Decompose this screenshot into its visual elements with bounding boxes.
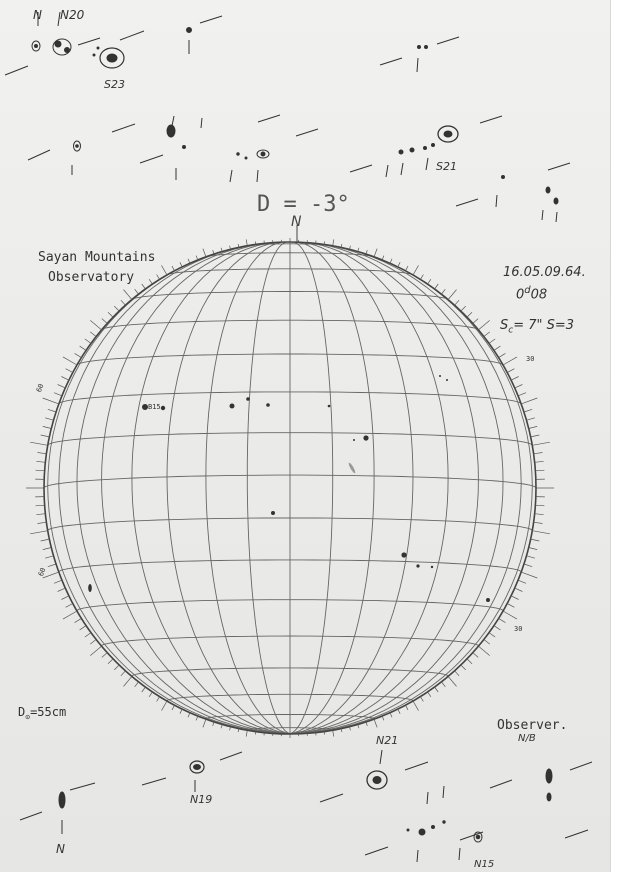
limb-tick [41, 435, 50, 437]
limb-tick [382, 716, 384, 720]
limb-tick [435, 687, 439, 692]
limb-tick [398, 262, 400, 267]
limb-tick [66, 604, 73, 608]
limb-tick [467, 659, 472, 664]
limb-tick [157, 275, 160, 280]
limb-tick [63, 357, 77, 365]
limb-tick [203, 719, 206, 727]
limb-tick [43, 398, 59, 404]
sunspot-small-center [271, 511, 275, 515]
limb-tick [114, 306, 119, 311]
observer-label: Observer. [497, 718, 568, 733]
top-detail-sketches [5, 12, 570, 222]
limb-tick [36, 470, 45, 471]
limb-tick [196, 716, 198, 720]
limb-tick [511, 596, 518, 600]
limb-tick [149, 692, 152, 697]
limb-tick [38, 522, 47, 523]
limb-tick [406, 266, 409, 271]
limb-tick [90, 332, 96, 337]
limb-tick [455, 300, 460, 305]
limb-tick [448, 290, 456, 300]
limb-tick [114, 665, 119, 670]
sunspot-group-south-east [401, 552, 490, 602]
limb-tick [489, 339, 495, 344]
declination-label: D = -3° [257, 192, 350, 217]
limb-tick [36, 505, 45, 506]
limb-tick [58, 588, 66, 591]
limb-tick [473, 319, 478, 324]
limb-tick [529, 426, 538, 428]
limb-tick [503, 357, 517, 365]
meridian-line [290, 242, 333, 733]
limb-tick [324, 241, 325, 244]
limb-tick [494, 346, 501, 350]
limb-tick [102, 653, 107, 658]
lat-label-s30: 30 [514, 625, 523, 633]
limb-tick [467, 312, 472, 317]
limb-tick [535, 470, 544, 471]
meridian-line [167, 243, 290, 734]
limb-tick [61, 596, 69, 600]
limb-tick [30, 531, 48, 534]
limb-tick [90, 320, 101, 330]
label-b15: B15 [148, 403, 161, 411]
limb-tick [524, 409, 532, 412]
limb-tick [30, 442, 48, 445]
limb-tick [172, 266, 175, 271]
limb-tick [489, 633, 495, 638]
observation-time [516, 285, 547, 302]
limb-tick [484, 640, 490, 645]
limb-tick [135, 289, 139, 294]
label-n21: N21 [376, 734, 399, 747]
limb-tick [521, 572, 537, 578]
limb-tick [188, 259, 190, 264]
limb-tick [535, 514, 544, 515]
limb-tick [180, 709, 182, 714]
lat-label-s60: 60 [37, 566, 48, 578]
limb-tick [531, 539, 540, 541]
limb-tick [61, 377, 69, 381]
limb-tick [142, 284, 146, 289]
limb-tick [532, 442, 550, 445]
limb-tick [461, 306, 466, 311]
limb-tick [428, 692, 431, 697]
limb-tick [43, 548, 52, 550]
time-sup: d [524, 285, 531, 296]
limb-tick [529, 548, 538, 550]
limb-tick [503, 611, 517, 619]
meridian-line [59, 245, 290, 734]
limb-tick [63, 611, 77, 619]
disk-diameter-label [18, 705, 66, 721]
limb-tick [196, 256, 198, 260]
observation-date: 16.05.09.64. [503, 265, 586, 280]
lat-label-n30: 30 [526, 355, 535, 363]
faint-streak [348, 462, 357, 474]
limb-tick [442, 289, 446, 294]
limb-tick [80, 346, 87, 350]
label-s21: S21 [436, 160, 457, 173]
observer-initials: N/B [518, 733, 536, 744]
limb-tick [41, 539, 50, 541]
limb-tick [390, 259, 392, 264]
limb-tick [374, 719, 377, 727]
limb-tick [534, 453, 543, 454]
meridian-line [290, 243, 413, 734]
limb-tick [324, 732, 325, 735]
limb-tick [255, 732, 256, 735]
limb-tick [473, 653, 478, 658]
limb-tick [90, 640, 96, 645]
seeing-s: S [500, 318, 509, 333]
limb-tick [535, 505, 544, 506]
limb-tick [255, 241, 256, 244]
limb-tick [149, 279, 152, 284]
diameter-value: =55cm [30, 705, 67, 719]
limb-tick [108, 659, 113, 664]
limb-tick [48, 564, 56, 567]
limb-tick [162, 701, 168, 711]
limb-tick [478, 646, 489, 656]
limb-tick [54, 393, 62, 396]
observatory-name-line1: Sayan Mountains [38, 250, 156, 265]
meridian-line [206, 242, 290, 733]
limb-tick [420, 275, 423, 280]
limb-tick [494, 626, 501, 630]
limb-tick [75, 353, 82, 357]
lat-label-n60: 60 [35, 382, 46, 394]
limb-tick [121, 671, 126, 676]
limb-tick [75, 618, 82, 622]
limb-tick [36, 461, 45, 462]
limb-tick [333, 730, 334, 736]
meridian-line [132, 243, 290, 734]
diameter-sub: ⊙ [25, 712, 31, 722]
limb-tick [478, 320, 489, 330]
limb-tick [531, 435, 540, 437]
label-n19: N19 [190, 793, 213, 806]
limb-tick [532, 531, 550, 534]
observatory-name-line2: Observatory [48, 270, 135, 285]
meridian-line [102, 243, 290, 734]
limb-tick [515, 385, 523, 388]
limb-tick [534, 522, 543, 523]
limb-tick [38, 453, 47, 454]
limb-tick [246, 730, 247, 736]
seeing-sub: c [508, 325, 514, 336]
limb-tick [66, 369, 73, 373]
limb-tick [188, 713, 190, 718]
label-n-top-left: N [33, 8, 42, 22]
limb-tick [80, 626, 87, 630]
limb-tick [157, 697, 160, 702]
limb-tick [428, 279, 431, 284]
limb-tick [382, 256, 384, 260]
limb-tick [448, 676, 456, 686]
meridian-line [247, 242, 290, 733]
limb-tick [406, 705, 409, 710]
meridian-line [290, 243, 448, 734]
seeing-rest: = 7" S=3 [513, 318, 575, 333]
sunspot-group-center-north [230, 375, 449, 441]
limb-tick [36, 514, 45, 515]
label-n-bottom-left: N [56, 842, 65, 856]
limb-tick [85, 339, 91, 344]
limb-tick [124, 676, 132, 686]
north-label: N [291, 214, 302, 230]
limb-tick [420, 697, 423, 702]
limb-tick [142, 687, 146, 692]
meridian-line [290, 242, 374, 733]
limb-tick [524, 564, 532, 567]
limb-tick [162, 265, 168, 275]
limb-tick [484, 332, 490, 337]
limb-tick [124, 290, 132, 300]
limb-tick [374, 249, 377, 257]
limb-tick [172, 705, 175, 710]
limb-tick [45, 556, 53, 558]
sunspot-group-limb-west [88, 584, 92, 592]
time-frac: 08 [530, 287, 548, 303]
meridian-line [290, 245, 521, 734]
limb-tick [102, 319, 107, 324]
limb-tick [507, 604, 514, 608]
limb-tick [461, 665, 466, 670]
limb-tick [54, 580, 62, 583]
diameter-d: D [18, 705, 26, 719]
limb-tick [246, 239, 247, 245]
limb-tick [58, 385, 66, 388]
limb-tick [527, 556, 535, 558]
meridian-line [48, 254, 290, 734]
limb-tick [121, 300, 126, 305]
limb-tick [390, 713, 392, 718]
limb-tick [413, 265, 419, 275]
limb-tick [442, 682, 446, 687]
limb-tick [398, 709, 400, 714]
bottom-detail-sketches [20, 750, 592, 862]
label-n15: N15 [474, 859, 495, 870]
label-s23: S23 [104, 78, 125, 91]
limb-tick [518, 393, 526, 396]
meridian-line [290, 243, 478, 734]
limb-tick [135, 682, 139, 687]
limb-tick [499, 353, 506, 357]
limb-tick [108, 312, 113, 317]
limb-tick [535, 461, 544, 462]
limb-tick [515, 588, 523, 591]
time-value: 0 [516, 287, 525, 303]
limb-tick [90, 646, 101, 656]
limb-tick [507, 369, 514, 373]
limb-tick [499, 618, 506, 622]
label-n20: N20 [60, 8, 85, 22]
seeing-label [500, 318, 574, 336]
limb-tick [511, 377, 518, 381]
limb-tick [43, 426, 52, 428]
limb-tick [85, 633, 91, 638]
limb-tick [180, 262, 182, 267]
limb-tick [45, 418, 53, 420]
limb-tick [455, 671, 460, 676]
limb-tick [203, 249, 206, 257]
limb-tick [521, 398, 537, 404]
limb-tick [527, 418, 535, 420]
limb-tick [413, 701, 419, 711]
limb-tick [518, 580, 526, 583]
limb-tick [48, 409, 56, 412]
limb-tick [333, 239, 334, 245]
limb-tick [435, 284, 439, 289]
